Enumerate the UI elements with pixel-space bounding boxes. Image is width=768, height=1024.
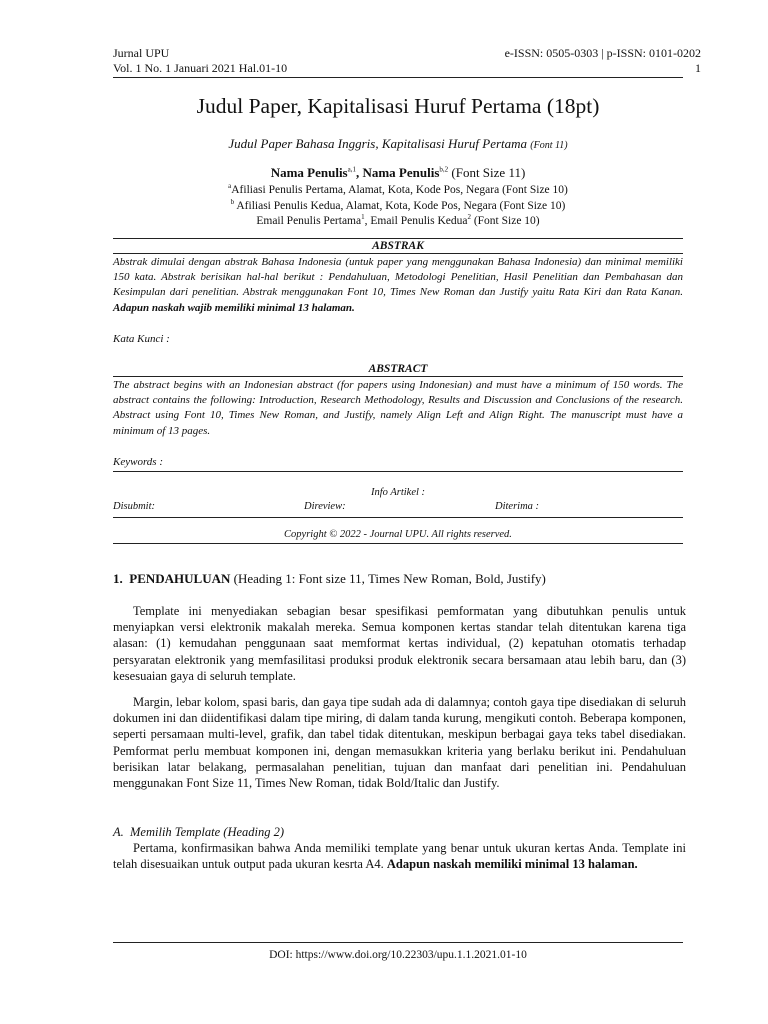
abstrak-bold-note: Adapun naskah wajib memiliki minimal 13 halaman.	[113, 301, 355, 314]
paper-subtitle	[113, 136, 683, 154]
accepted-date: Diterima :	[495, 501, 540, 512]
subsection-label: A.	[113, 825, 124, 839]
copyright-rule	[113, 543, 683, 544]
page-number: 1	[695, 61, 701, 75]
journal-volume: Vol. 1 No. 1 Januari 2021 Hal.01-10	[113, 61, 288, 75]
abstrak-heading: ABSTRAK	[372, 240, 424, 252]
subtitle-text: Judul Paper Bahasa Inggris, Kapitalisasi Huruf Pertama	[228, 136, 528, 151]
submitted-date: Disubmit:	[113, 501, 155, 512]
author-name-1: Nama Penulis	[270, 165, 348, 180]
affiliation-a	[113, 183, 683, 199]
affiliation-a-text: Afiliasi Penulis Pertama, Alamat, Kota, Kode Pos, Negara (Font Size 10)	[231, 184, 568, 196]
footer-rule	[113, 942, 683, 943]
journal-issn: e-ISSN: 0505-0303 | p-ISSN: 0101-0202	[504, 46, 701, 60]
paragraph-2: Margin, lebar kolom, spasi baris, dan gaya tipe sudah ada di dalamnya; contoh gaya tipe disediakan di seluruh dokumen ini dan diidentifikasi dalam tipe miring, di dalam tanda kurung, mengikuti contoh. Beberapa komponen, seperti persamaan multi-level, grafik, dan tabel tidak ditentukan, meskipun berbagai gaya teks tabel disediakan. Pemformat perlu membuat komponen ini, dengan memasukkan kriteria yang berlaku berikut ini. Pendahuluan berisikan latar belakang, permasalahan penelitian, tujuan dan manfaat dari penelitian ini. Pendahuluan menggunakan Font Size 11, Times New Roman, tidak Bold/Italic dan Justify.	[113, 695, 686, 791]
abstrak-text	[113, 255, 683, 316]
info-rule	[113, 517, 683, 518]
author-name-2: Nama Penulis	[362, 165, 440, 180]
abstract-heading-rule	[113, 376, 683, 377]
author-emails	[113, 214, 683, 230]
section-number: 1.	[113, 571, 123, 586]
running-header-left	[113, 46, 287, 76]
keywords: Keywords :	[113, 456, 164, 468]
paragraph-1: Template ini menyediakan sebagian besar spesifikasi pemformatan yang dibutuhkan penulis untuk menyiapkan versi elektronik makalah mereka. Semua komponen kertas standar telah ditentukan karena tiga alasan: (1) kemudahan penggunaan saat memformat kertas individual, (2) kepatuhan otomatis terhadap persyaratan elektronik yang memfasilitasi produksi produk elektronik secara bersamaan atau lebih baru, dan (3) kesesuaian gaya di seluruh template.	[113, 604, 686, 683]
author-sup-1: a,1	[347, 165, 356, 174]
affiliation-a-sup: a	[228, 182, 232, 191]
email-note: (Font Size 10)	[470, 215, 540, 227]
abstract-text: The abstract begins with an Indonesian abstract (for papers using Indonesian) and must have a minimum of 150 words. The abstract contains the following: Introduction, Research Methodology, Results and Discussion and Conclusions of the research. Abstract using Font 10, Times New Roman, and Justify, namely Align Left and Align Right. The manuscript must have a minimum of 13 pages.	[113, 379, 683, 437]
running-header-right	[505, 46, 701, 76]
email-1-sup: 1	[361, 213, 365, 222]
affiliation-b	[113, 199, 683, 215]
info-artikel-label: Info Artikel :	[370, 487, 426, 498]
section-note: (Heading 1: Font size 11, Times New Roman, Bold, Justify)	[230, 571, 546, 586]
section-heading-1	[113, 571, 683, 587]
kata-kunci: Kata Kunci :	[113, 333, 170, 345]
paragraph-3-bold: Adapun naskah memiliki minimal 13 halaman.	[386, 857, 638, 872]
subtitle-note: (Font 11)	[530, 140, 568, 151]
author-separator: ,	[355, 165, 363, 180]
reviewed-date: Direview:	[304, 501, 346, 512]
paper-title: Judul Paper, Kapitalisasi Huruf Pertama (18pt)	[196, 94, 600, 118]
email-1: Email Penulis Pertama	[256, 215, 362, 227]
keywords-rule	[113, 471, 683, 472]
author-note: (Font Size 11)	[448, 165, 526, 180]
journal-name: Jurnal UPU	[113, 46, 170, 60]
affiliation-b-text: Afiliasi Penulis Kedua, Alamat, Kota, Kode Pos, Negara (Font Size 10)	[234, 199, 566, 212]
paragraph-3-text: Pertama, konfirmasikan bahwa Anda memiliki template yang benar untuk ukuran kertas Anda. Template ini telah disesuaikan untuk output pada ukuran kesrta A4.	[113, 841, 686, 872]
email-2-sup: 2	[467, 213, 471, 222]
author-line	[113, 165, 683, 181]
abstrak-body: Abstrak dimulai dengan abstrak Bahasa Indonesia (untuk paper yang menggunakan Bahasa Indonesia) dan minimal memiliki 150 kata. Abstrak berisikan hal-hal berikut : Pendahuluan, Metodologi Penelitian, Hasil Penelitian dan Pembahasan dan Kesimpulan dari penelitian. Abstrak menggunakan Font 10, Times New Roman dan Justify yaitu Rata Kiri dan Rata Kanan.	[113, 256, 683, 299]
doi-link[interactable]: DOI: https://www.doi.org/10.22303/upu.1.1.2021.01-10	[269, 949, 527, 961]
abstract-heading: ABSTRACT	[368, 363, 428, 375]
section-title: PENDAHULUAN	[129, 571, 231, 586]
affiliation-b-sup: b	[230, 197, 235, 206]
subsection-heading	[113, 824, 284, 840]
copyright: Copyright © 2022 - Journal UPU. All rights reserved.	[284, 529, 512, 540]
paragraph-3	[113, 840, 686, 872]
abstrak-heading-rule	[113, 253, 683, 254]
affiliations	[113, 183, 683, 230]
header-rule	[113, 77, 683, 78]
author-sup-2: b,2	[439, 165, 449, 174]
email-2: , Email Penulis Kedua	[364, 215, 468, 227]
subsection-title: Memilih Template (Heading 2)	[130, 825, 285, 839]
